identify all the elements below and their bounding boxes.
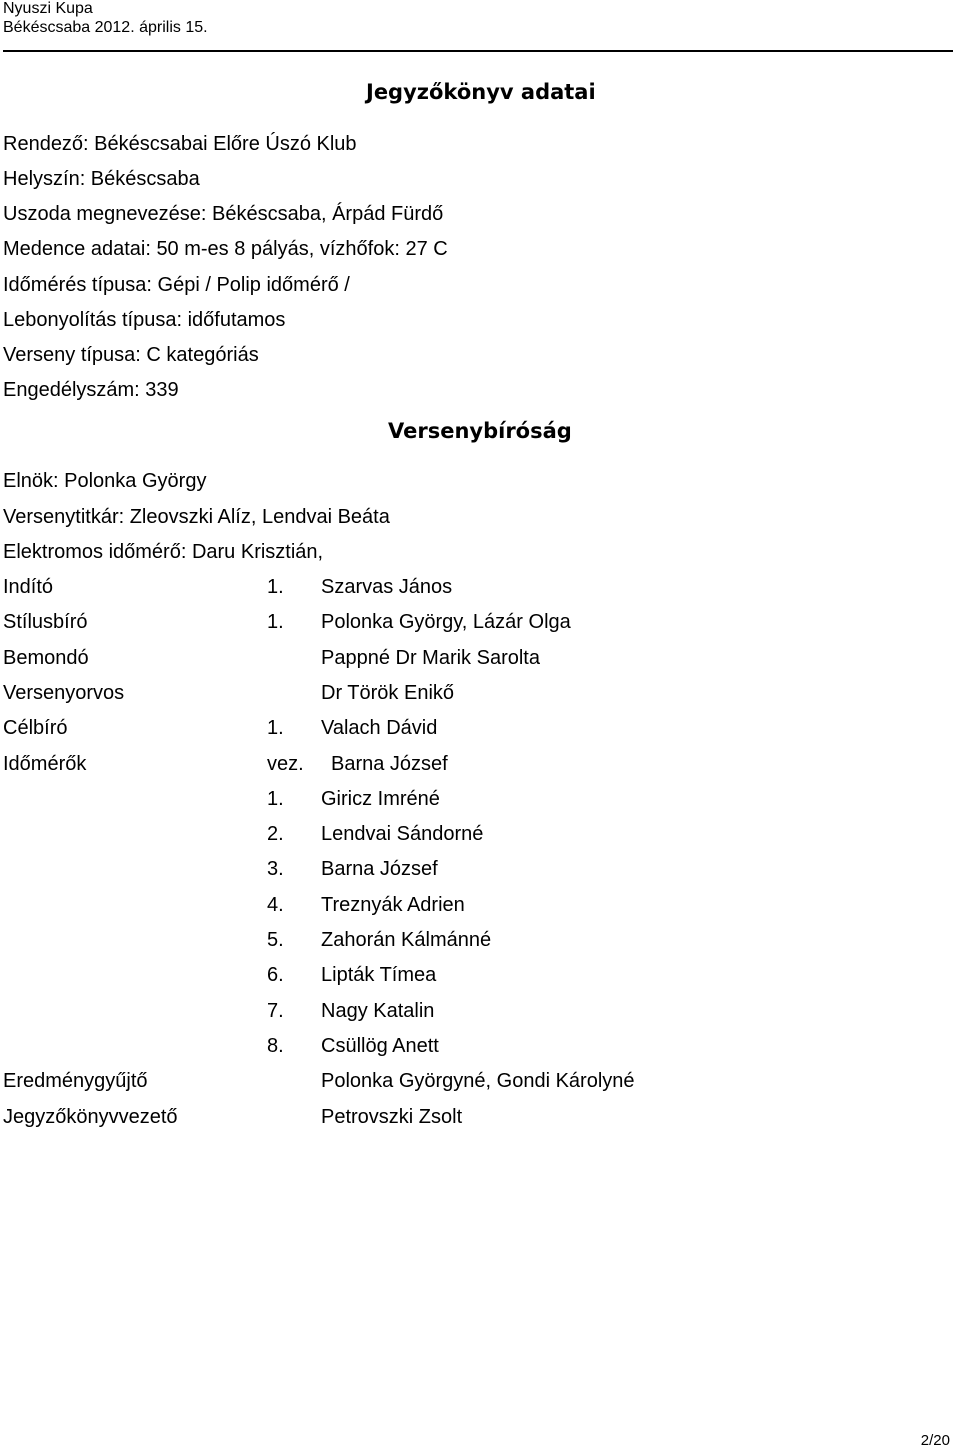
role-label: Indító (3, 576, 54, 598)
role-label: Versenyorvos (3, 682, 125, 704)
role-person: Zahorán Kálmánné (321, 929, 492, 951)
role-person: Polonka György, Lázár Olga (321, 611, 571, 633)
info-line: Verseny típusa: C kategóriás (3, 344, 259, 366)
protocol-section-title: Jegyzőkönyv adatai (366, 80, 596, 104)
role-label: Időmérők (3, 753, 87, 775)
role-number: 5. (267, 929, 284, 951)
role-label: Bemondó (3, 647, 89, 669)
role-person: Giricz Imréné (321, 788, 440, 810)
role-number: 3. (267, 858, 284, 880)
role-number: 4. (267, 894, 284, 916)
header-divider (3, 50, 953, 52)
info-line: Helyszín: Békéscsaba (3, 168, 200, 190)
role-number: vez. (267, 753, 304, 775)
jury-section-title: Versenybíróság (388, 419, 572, 443)
role-number: 8. (267, 1035, 284, 1057)
info-line: Medence adatai: 50 m-es 8 pályás, vízhőfok: 27 C (3, 238, 448, 260)
role-number: 7. (267, 1000, 284, 1022)
event-name: Nyuszi Kupa (3, 0, 93, 17)
role-number: 1. (267, 611, 284, 633)
role-person: Petrovszki Zsolt (321, 1106, 463, 1128)
role-person: Csüllög Anett (321, 1035, 439, 1057)
role-person: Szarvas János (321, 576, 453, 598)
role-label: Stílusbíró (3, 611, 88, 633)
role-person: Barna József (321, 858, 438, 880)
page-number: 2/20 (920, 1432, 950, 1449)
role-person: Polonka Györgyné, Gondi Károlyné (321, 1070, 635, 1092)
info-line: Rendező: Békéscsabai Előre Úszó Klub (3, 133, 357, 155)
info-line: Engedélyszám: 339 (3, 379, 179, 401)
role-number: 1. (267, 788, 284, 810)
info-line: Lebonyolítás típusa: időfutamos (3, 309, 286, 331)
role-person: Nagy Katalin (321, 1000, 435, 1022)
role-person: Lendvai Sándorné (321, 823, 484, 845)
role-person: Treznyák Adrien (321, 894, 465, 916)
event-place-date: Békéscsaba 2012. április 15. (3, 19, 208, 36)
role-person: Dr Török Enikő (321, 682, 455, 704)
role-person: Lipták Tímea (321, 964, 437, 986)
jury-president: Elnök: Polonka György (3, 470, 207, 492)
jury-secretary: Versenytitkár: Zleovszki Alíz, Lendvai Beáta (3, 506, 390, 528)
role-label: Jegyzőkönyvvezető (3, 1106, 178, 1128)
role-person: Valach Dávid (321, 717, 438, 739)
role-number: 6. (267, 964, 284, 986)
role-person: Barna József (331, 753, 448, 775)
role-number: 1. (267, 717, 284, 739)
role-number: 2. (267, 823, 284, 845)
role-label: Célbíró (3, 717, 68, 739)
role-number: 1. (267, 576, 284, 598)
info-line: Uszoda megnevezése: Békéscsaba, Árpád Fürdő (3, 203, 444, 225)
jury-electronic-timer: Elektromos időmérő: Daru Krisztián, (3, 541, 324, 563)
info-line: Időmérés típusa: Gépi / Polip időmérő / (3, 274, 350, 296)
role-person: Pappné Dr Marik Sarolta (321, 647, 540, 669)
role-label: Eredménygyűjtő (3, 1070, 148, 1092)
